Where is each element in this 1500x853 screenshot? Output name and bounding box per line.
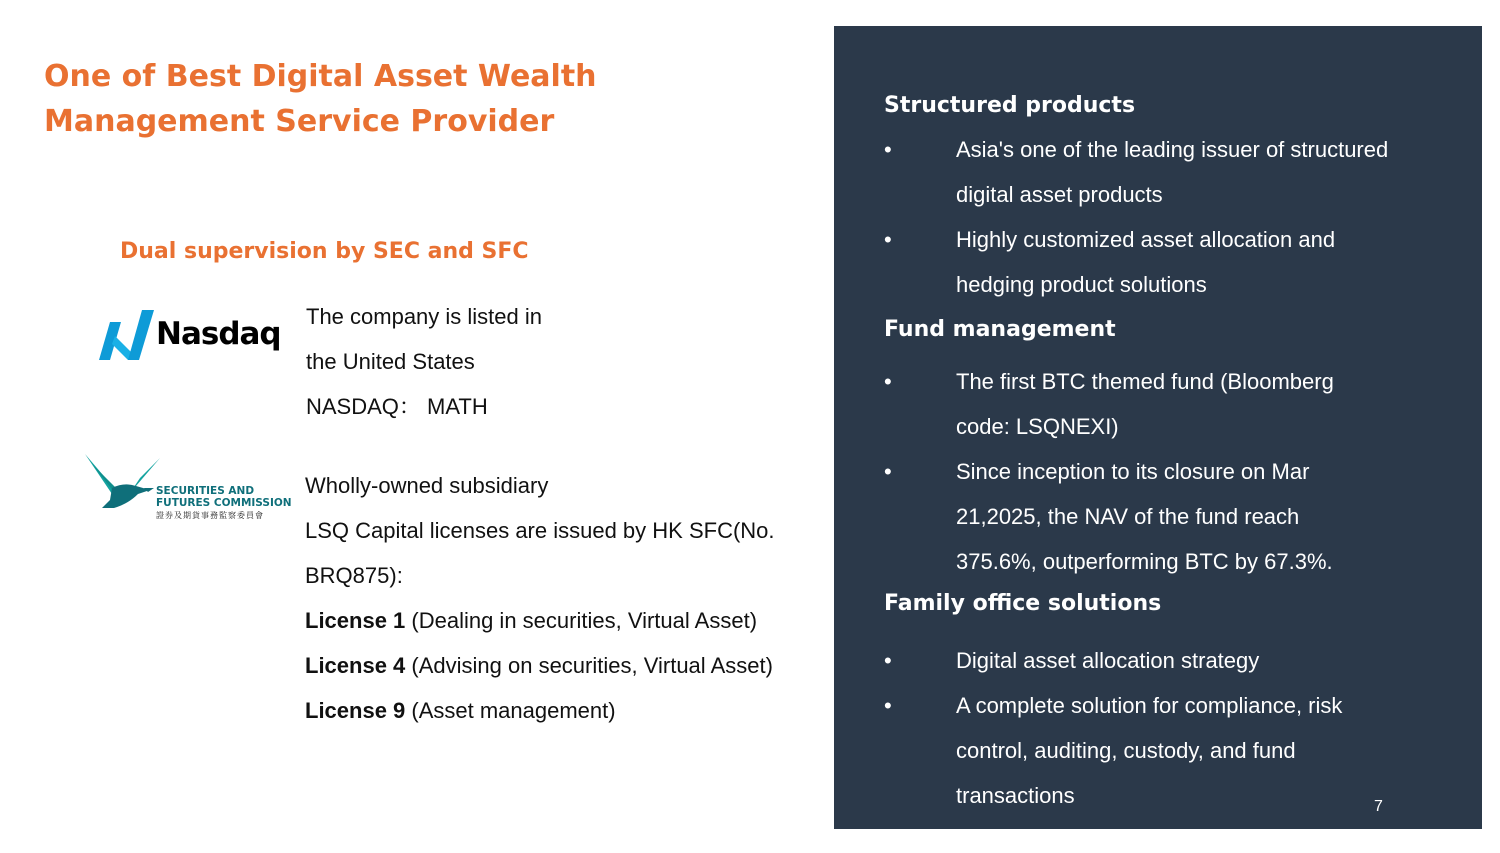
page-number: 7 — [1374, 798, 1383, 815]
bullet-item: • Asia's one of the leading issuer of structured digital asset products — [884, 127, 1444, 217]
bullet-item: • A complete solution for compliance, risk control, auditing, custody, and fund transactions — [884, 683, 1444, 818]
nasdaq-logo — [98, 308, 281, 364]
sfc-name: SECURITIES AND FUTURES COMMISSION — [156, 485, 292, 509]
license-intro-line: Wholly-owned subsidiary — [305, 473, 549, 498]
sfc-logo — [84, 452, 292, 524]
license-intro-line: BRQ875): — [305, 563, 403, 588]
bullet-dot: • — [884, 693, 892, 718]
license-info — [305, 463, 775, 733]
license-item: License 4 (Advising on securities, Virtual Asset) — [305, 653, 773, 678]
bullet-dot: • — [884, 369, 892, 394]
listing-line: NASDAQ： MATH — [306, 394, 488, 419]
license-item: License 9 (Asset management) — [305, 698, 616, 723]
nasdaq-wordmark: Nasdaq — [156, 316, 281, 352]
bullet-dot: • — [884, 137, 892, 162]
listing-info — [306, 294, 542, 429]
license-item: License 1 (Dealing in securities, Virtual Asset) — [305, 608, 758, 633]
bullet-dot: • — [884, 648, 892, 673]
services-panel — [834, 26, 1482, 829]
bullet-item: • Since inception to its closure on Mar 21,2025, the NAV of the fund reach 375.6%, outperforming BTC by 67.3%. — [884, 449, 1444, 584]
bullet-item: • The first BTC themed fund (Bloomberg code: LSQNEXI) — [884, 359, 1444, 449]
bullet-item: • Digital asset allocation strategy — [884, 638, 1444, 683]
supervision-subheading: Dual supervision by SEC and SFC — [120, 239, 529, 264]
section-title-structured-products: Structured products — [884, 93, 1136, 118]
listing-line: The company is listed in — [306, 304, 542, 329]
nasdaq-mark-icon — [98, 308, 156, 362]
license-intro-line: LSQ Capital licenses are issued by HK SFC(No. — [305, 518, 775, 543]
eagle-icon — [84, 452, 162, 512]
bullet-dot: • — [884, 459, 892, 484]
slide-title: One of Best Digital Asset Wealth Management Service Provider — [44, 59, 597, 139]
bullet-item: • Highly customized asset allocation and hedging product solutions — [884, 217, 1444, 307]
bullet-dot: • — [884, 227, 892, 252]
sfc-chinese-name: 證券及期貨事務監察委員會 — [156, 511, 264, 520]
section-title-fund-management: Fund management — [884, 317, 1116, 342]
listing-line: the United States — [306, 349, 475, 374]
section-title-family-office: Family office solutions — [884, 591, 1162, 616]
